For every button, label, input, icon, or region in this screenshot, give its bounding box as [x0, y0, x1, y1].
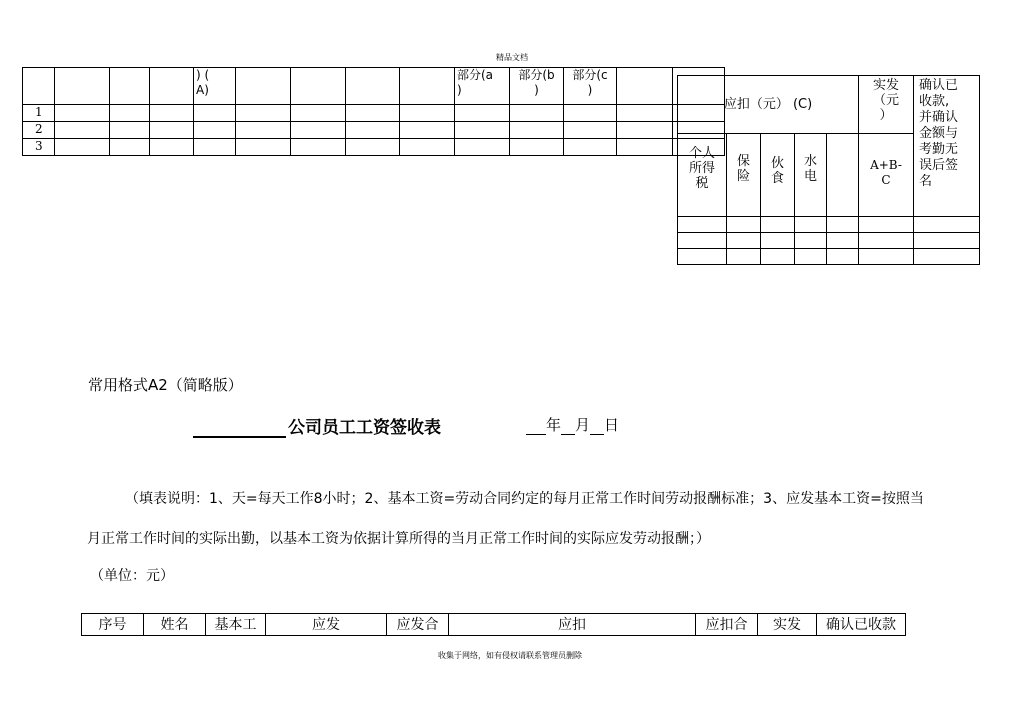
col-header-payable-total: 应发合 [387, 614, 449, 636]
row-number: 1 [23, 105, 55, 122]
col-header-deduction-total: 应扣合 [696, 614, 758, 636]
col-header-deduction: 应扣 [449, 614, 696, 636]
deduct-header: 应扣（元） (C) [678, 76, 859, 134]
confirm-line: 确认已 [919, 78, 959, 93]
confirm-line: 误后签 [919, 158, 959, 173]
header-a-cell [194, 68, 236, 105]
header-a-label: ) ( [196, 68, 210, 82]
table-row [678, 249, 980, 265]
year-label: 年 [546, 416, 562, 434]
food-line: 伙 [770, 156, 784, 171]
utility-line: 水 [803, 154, 817, 169]
table-row [678, 217, 980, 233]
header-a-label-2: A) [196, 83, 209, 97]
col-header-name: 姓名 [144, 614, 206, 636]
part-c-label: 部分(c [572, 68, 608, 82]
actual-label: 实发 [872, 78, 899, 93]
footer-note: 收集于网络，如有侵权请联系管理员删除 [438, 651, 582, 660]
formula-line: A+B- [870, 158, 902, 172]
deduction-table [677, 75, 980, 265]
table-row [678, 233, 980, 249]
table-row [23, 139, 725, 156]
part-b-paren: ) [534, 83, 539, 97]
actual-header [859, 76, 914, 134]
format-label: 常用格式A2（简略版） [88, 376, 243, 394]
utility-header [795, 134, 827, 217]
col-header-confirm: 确认已收款 [817, 614, 906, 636]
company-blank [193, 418, 286, 438]
utility-line: 电 [803, 169, 817, 184]
payroll-header-table [81, 613, 906, 636]
part-b-header [510, 68, 564, 105]
actual-label-3: ） [879, 108, 893, 123]
unit-label: （单位：元） [90, 568, 174, 584]
tax-line: 个人 [688, 146, 715, 161]
confirm-line: 金额与 [919, 126, 959, 141]
part-a-header [455, 68, 510, 105]
col-header-number: 序号 [82, 614, 144, 636]
table-row [23, 122, 725, 139]
row-number: 3 [23, 139, 55, 156]
confirm-line: 并确认 [919, 110, 959, 125]
part-a-paren: ) [457, 83, 462, 97]
confirm-line: 名 [919, 174, 933, 189]
insurance-header [727, 134, 761, 217]
tax-line: 所得 [688, 161, 715, 176]
top-left-table [22, 67, 725, 156]
day-label: 日 [604, 416, 620, 434]
title-text: 公司员工工资签收表 [288, 418, 441, 438]
date-field [526, 414, 619, 435]
confirm-line: 收款, [919, 94, 950, 109]
col-header-actual: 实发 [758, 614, 817, 636]
col-header-base-pay: 基本工 [206, 614, 266, 636]
year-blank [526, 418, 546, 435]
header-note: 精品文档 [496, 53, 528, 62]
food-header [761, 134, 795, 217]
table-row [23, 105, 725, 122]
part-c-header [564, 68, 617, 105]
day-blank [590, 418, 604, 435]
insurance-line: 保 [736, 154, 750, 169]
insurance-line: 险 [736, 169, 750, 184]
month-blank [561, 418, 575, 435]
formula-header [859, 134, 914, 217]
formula-line: C [881, 173, 891, 187]
part-a-label: 部分(a [457, 68, 494, 82]
part-c-paren: ) [587, 83, 593, 97]
tax-line: 税 [695, 176, 709, 191]
part-b-label: 部分(b [518, 68, 555, 82]
confirm-header [914, 76, 980, 217]
confirm-line: 考勤无 [919, 142, 959, 157]
row-number: 2 [23, 122, 55, 139]
actual-label-2: （元 [872, 93, 899, 108]
month-label: 月 [575, 416, 591, 434]
tax-header [678, 134, 727, 217]
page-title [193, 413, 441, 438]
instructions-line-2: 月正常工作时间的实际出勤，以基本工资为依据计算所得的当月正常工作时间的实际应发劳动报酬；） [87, 531, 710, 547]
instructions-line-1: （填表说明：1、天=每天工作8小时；2、基本工资=劳动合同约定的每月正常工作时间劳动报酬标准；3、应发基本工资=按照当 [125, 491, 924, 507]
food-line: 食 [770, 171, 784, 186]
col-header-payable: 应发 [266, 614, 387, 636]
